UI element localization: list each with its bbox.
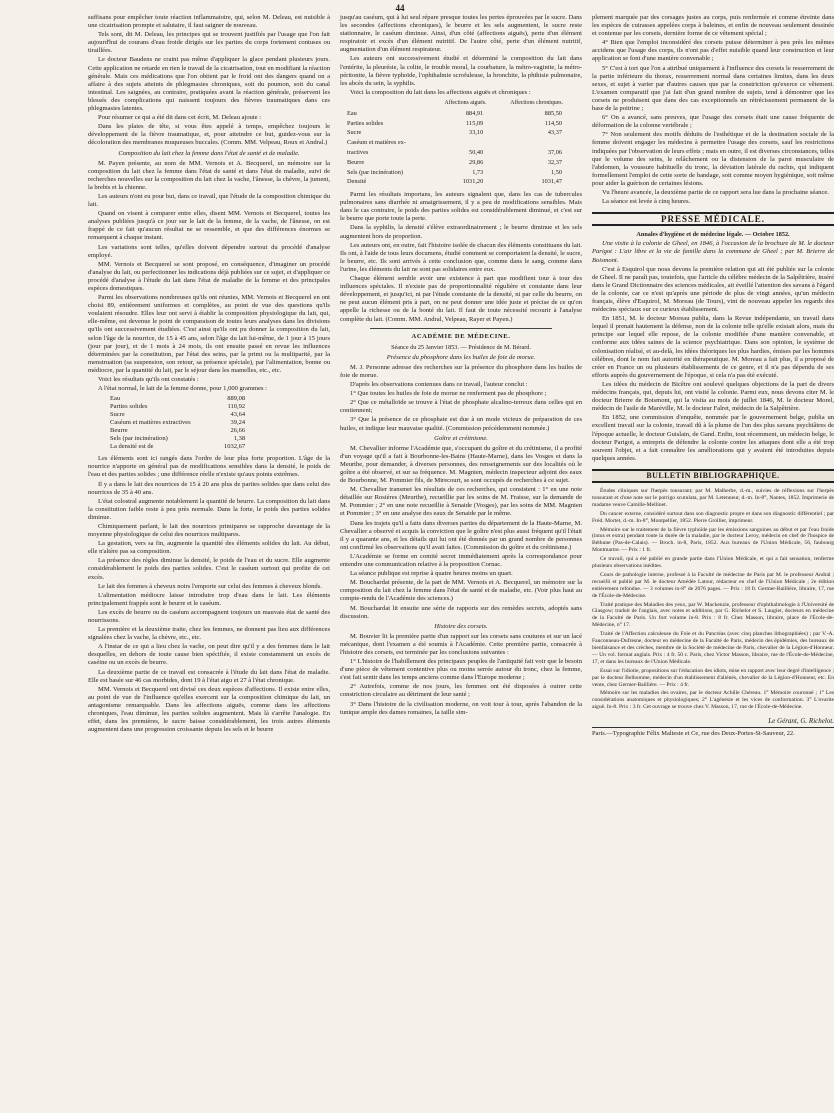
table-cell: 33,10 [469, 129, 484, 137]
paragraph: plement marquée par des corsages justes au corps, puis renfermée et comme étreinte dans les espèces de cuirasses appelées corps à baleines, et enfin de nouveau seulement dessinée et contenue par les corsets, dernière forme de ce vêtement spécial ; [592, 14, 834, 38]
table-row [108, 403, 247, 411]
table-row [108, 395, 247, 403]
column-1 [88, 14, 330, 1106]
table-cell: 29,86 [469, 158, 484, 166]
table-row [108, 411, 247, 419]
table-cell: 889,08 [227, 395, 246, 403]
paragraph: C'est à Esquirol que nous devons la première relation qui ait été publiée sur la colonie de Gheel. Il ne paraît pas, toutefois, que l'article du célèbre médecin de la Salpêtrière, inséré dans le Grand Dictionnaire des sciences médicales, ait éveillé l'attention des savans à l'égard de la colonie, car ce n'est qu'après une période de plus de vingt années, qu'un médecin français, élève d'Esquirol, M. Moreau (de Tours), vint de nouveau appeler les regards des médecins spéciaux sur ce curieux établissement. [592, 265, 834, 314]
paragraph: Dans la syphilis, la densité s'élève extraordinairement ; le beurre diminue et les sels augmentent hors de proportion. [340, 224, 582, 240]
affections-comparison-table [346, 99, 576, 187]
paragraph: Les excès de beurre ou de caséum accompagnent toujours un mauvais état de santé des nourrissons. [88, 608, 330, 624]
paragraph: 4° Bien que l'emploi inconsidéré des corsets puisse déterminer à peu près les mêmes accidens que l'usage des corps, ils n'ont pas d'effet nuisible quand leur construction et leur application se font d'une manière convenable ; [592, 39, 834, 63]
bibliography-entry: Traité de l'Affection calculeuse du Foie et du Pancréas (avec cinq planches lithographiées) ; par V.-A. Fauconneau-Dufresne, docteur en médecine de la Faculté de Paris, médecin des épidémies, des bureaux de bienfaisance et des crèches, membre de la Société de médecine de Paris, chevalier de la Légion-d'Honneur. — Un vol. format anglais. Prix : 4 fr. 50 c. Paris, chez Victor Masson, libraire, rue de l'École-de-Médecine, 17, et dans les bureaux de l'Union Médicale. [592, 631, 834, 665]
paragraph: L'Académie se forme en comité secret immédiatement après la correspondance pour entendre une communication relative à la proposition Cornac. [340, 552, 582, 569]
paragraph: Le lait des femmes à cheveux noirs l'emporte sur celui des femmes à cheveux blonds. [98, 582, 322, 590]
paragraph: La séance publique est reprise à quatre heures moins un quart. [350, 570, 513, 578]
presse-medicale-banner: PRESSE MÉDICALE. [592, 212, 834, 226]
table-cell: 50,40 [469, 148, 484, 156]
paragraph: 6° On a avancé, sans preuves, que l'usage des corsets était une cause fréquente de déformation de la colonne vertébrale ; [592, 114, 834, 130]
paragraph: jusqu'au caséum, qui à lui seul répare presque toutes les pertes éprouvées par le sucre. Dans les secondes (affections chroniques), le beurre et les sels augmentent, le sucre reste stationnaire, le caséum diminue. Ainsi, d'un côté (affections aiguës), perte d'un élément respiratoir et excès d'un élément nutritif. De l'autre côté, perte d'un élément nutritif, augmentation d'un élément respirateur. [340, 14, 582, 54]
bibliography-entry: Cours de pathologie interne, professé à la Faculté de médecine de Paris par M. le professeur Andral ; recueilli et publié par M. le docteur Amédée Latour, rédacteur en chef de l'Union Médicale ; 2e édition entièrement refondue. — 3 volumes in-8° de 2076 pages. — Prix : 18 fr. Germer-Baillière, libraire, 17, rue de l'École-de-Médecine. [592, 571, 834, 599]
paragraph: La présence des règles diminue la densité, le poids de l'eau et du sucre. Elle augmente considérablement le poids des parties solides. C'est le caséum surtout qui profite de cet excès. [88, 557, 330, 581]
annales-title: Annales d'hygiène et de médecine légale. — Octobre 1852. [636, 231, 790, 239]
bibliography-entry: Ce travail, qui a été publié en grande partie dans l'Union Médicale, et qui a fait sensation, renferme plusieurs observations inédites. [592, 556, 834, 570]
table-row [346, 109, 576, 119]
paragraph: suffisans pour empêcher toute réaction inflammatoire, qui, selon M. Deleau, est nuisible à une cicatrisation prompte et salutaire, il faut saigner de nouveau. [88, 14, 330, 30]
table-cell: Sucre [110, 411, 125, 419]
paragraph: 2° Autrefois, comme de nos jours, les femmes ont été disposées à outrer cette constriction circulaire au détriment de leur santé ; [340, 683, 582, 699]
column-3 [592, 14, 834, 1106]
paragraph: L'état colostral augmente notablement la quantité de beurre. La composition du lait dans la constitution faible reste à peu près normale. Dans la forte, le poids des parties solides diminue. [88, 497, 330, 521]
table-cell: Eau [110, 395, 121, 403]
table-cell: Densité [347, 178, 367, 186]
table-cell: 43,64 [230, 411, 246, 419]
table-cell: 115,09 [466, 119, 484, 127]
bibliography-entry: Mémoire sur les maladies des ovaires, par le docteur Achille Chéreau. 1° Mémoire couronné ; 1° Les considérations anatomiques et physiologiques; 2° L'agénésie et les vices de conformation. 3° L'ovarite aiguë. In-8. Prix : 3 fr. Cet ouvrage se trouve chez V. Masson, 17, rue de l'École-de-Médecine. [592, 690, 834, 711]
table-cell: Sels (par incinération) [110, 435, 168, 443]
paragraph: M. Payen présente, au nom de MM. Vernois et A. Becquerel, un mémoire sur la composition du lait chez la femme dans l'état de santé et dans l'état de maladie, suivi de recherches nouvelles sur la composition du lait chez la vache, l'ânesse, la chèvre, la jument, la brebis et la chienne. [88, 159, 330, 191]
table-row [108, 427, 247, 435]
table-row [346, 128, 576, 138]
table-row [346, 138, 576, 148]
table-row [346, 148, 576, 158]
paragraph: 2° Que ce métalloïde se trouve à l'état de phosphate alcalino-terreux dans celles qui en contiennent; [340, 399, 582, 415]
section-divider [370, 328, 552, 329]
table-cell: 884,91 [465, 109, 484, 117]
paragraph: M. Bouchardat lit ensuite une série de rapports sur des remèdes secrets, adoptés sans discussion. [340, 604, 582, 620]
table-cell [497, 138, 576, 148]
table-cell: Parties solides [110, 403, 148, 411]
session-line: Séance du 25 Janvier 1853. — Présidence de M. Bérard. [391, 343, 531, 351]
paragraph: En 1851, M. le docteur Moreau publia, dans la Revue indépendante, un travail dans lequel il prenait hautement la défense, non de la colonie telle qu'elle existait alors, mais du principe sur lequel elle repose, de la colonie modifiée d'une manière convenable, et conforme aux idées saines de la science psychiatrique. Dans son opinion, le système de colonisation réalisé, et au-delà, les idées théoriques les plus hardies, émises par les hommes célèbres, dont le nom fait autorité en thérapeutique. M. Moreau a fait plus, il a proposé de créer en France un ou plusieurs établissements de ce genre, et il n'a pas dépendu de ses efforts auprès du gouvernement de l'époque, si cela n'a pas été exécuté. [592, 315, 834, 379]
paragraph: 1° Que toutes les huiles de foie de morue ne renferment pas de phosphore ; [350, 390, 547, 398]
bibliography-entry: Essai sur l'idiotie, propositions sur l'éducation des idiots, mise en rapport avec leur degré d'intelligence ; par le docteur Belhomme, médecin d'un établissement d'aliénés, chevalier de la Légion-d'Honneur, etc. En vente, chez Germer-Baillière. — Prix : 4 fr. [592, 667, 834, 688]
paragraph: A l'instar de ce qui a lieu chez la vache, on peut dire qu'il y a des femmes dans le lait desquelles, en dehors de toute cause bien spécifiée, il existe constamment un excès de caséine ou un excès de beurre. [88, 643, 330, 667]
table-cell: 1031,47 [541, 178, 562, 186]
paragraph: 3° Dans l'histoire de la civilisation moderne, on voit tour à tour, après l'abandon de la tunique ample des dames romaines, la taille sim- [340, 700, 582, 716]
page-number: 44 [395, 3, 405, 13]
paragraph: La première et la deuxième traite, chez les femmes, ne donnent pas lieu aux différences signalées chez la vache, la chèvre, etc., etc. [88, 626, 330, 642]
paragraph: Les éléments sont ici rangés dans l'ordre de leur plus forte proportion. L'âge de la nourrice n'apporte en général pas de modifications sensibles dans la densité, le poids de l'eau et des parties solides ; une différence réelle n'existe qu'aux points extrêmes. [88, 455, 330, 479]
paragraph: Tels sont, dit M. Deleau, les principes qui se trouvent justifiés par l'usage que l'on fait aujourd'hui de courans d'eau froide dirigés sur les parties du corps fortement contuses ou tiraillées. [88, 31, 330, 55]
paragraph: Vu l'heure avancée, la deuxième partie de ce rapport sera lue dans la prochaine séance. [602, 188, 829, 196]
paragraph: 5° C'est à tort que l'on a attribué uniquement à l'influence des corsets le resserrement de la partie inférieure du thorax, resserrement normal dans certaines limites, dans les deux sexes, et sujet à varier par d'autres causes que par la constriction qu'exerce ce vêtement. L'examen comparatif que j'ai fait d'un grand nombre de sujets, tend à démontrer que les corsets ne produisent que dans des cas exceptionnels un rétrécissement permanent de la base de la poitrine ; [592, 64, 834, 113]
table-row [108, 443, 247, 451]
table-cell: 1031,20 [462, 178, 484, 186]
paragraph: La séance est levée à cinq heures. [602, 198, 691, 206]
table-header-cell [346, 99, 434, 109]
paragraph: 7° Non seulement des motifs déduits de l'esthétique et de la destination sociale de la femme doivent engager les médecins à permettre l'usage des corsets, sauf les restrictions indiquées par l'observation de leurs effets ; mais en outre, il est diverses circonstances, telles que le volume des seins, le relâchement ou la distension de la paroi musculaire de l'abdomen, la voussure habituelle du tronc, la déviation latérale du rachis, qui indiquent formellement l'emploi de cette sorte de bandage, soit comme moyen hygiénique, soit même pour aider la guérison de certaines lésions. [592, 131, 834, 187]
paragraph: Pour résumer ce qui a été dit dans cet écrit, M. Deleau ajoute : [98, 114, 262, 122]
table-header-cell: Affections aiguës. [444, 99, 487, 106]
table-cell: 114,50 [544, 119, 562, 127]
table-cell: 1,50 [550, 168, 562, 176]
table-cell: 1032,67 [224, 443, 246, 451]
milk-composition-table [108, 395, 247, 451]
paragraph: Il y a dans le lait des nourrices de 15 à 20 ans plus de parties solides que dans celui des nourrices de 35 à 40 ans. [88, 480, 330, 496]
article-heading: Goître et crétinisme. [434, 434, 488, 442]
paragraph: D'après les observations contenues dans ce travail, l'auteur conclut : [350, 381, 528, 389]
table-cell: Sucre [347, 129, 362, 137]
article-heading: Composition du lait chez la femme dans l'état de santé et de maladie. [118, 149, 300, 157]
table-row [346, 177, 576, 187]
table-row [346, 158, 576, 168]
paragraph: Dans les plaies de tête, si vous êtes appelé à temps, empêchez toujours le développement de la fièvre traumatique, et, pour atteindre ce but, guidez-vous sur la décoloration des membranes muqueuses buccales. (Comm. MM. Velpeau, Roux et Andral.) [88, 123, 330, 147]
table-cell: 39,24 [230, 419, 246, 427]
table-cell: 43,37 [547, 129, 562, 137]
printer-footer: Paris.—Typographie Félix Malteste et Ce, rue des Deux-Portes-St-Sauveur, 22. [592, 727, 834, 738]
paragraph: M. Bouchardat présente, de la part de MM. Vernois et A. Becquerel, un mémoire sur la composition du lait chez la femme dans l'état de santé et de maladie, etc. (Voir plus haut au compte-rendu de l'Académie des sciences.) [340, 579, 582, 603]
bibliography-entry: Traité pratique des Maladies des yeux, par W. Mackenzie, professeur d'ophthalmologie à l'Université de Glasgow; traduit de l'anglais, avec notes et additions, par G. Richelot et S. Laugier, docteurs en médecine de la Faculté de Paris. Un fort volume in-8. Prix : 8 fr. Chez Masson, libraire, place de l'École-de-Médecine, n° 17. [592, 601, 834, 629]
signature-line: Le Gérant, G. Richelot. [768, 717, 834, 726]
table-row [346, 168, 576, 178]
table-row [108, 435, 247, 443]
paragraph: La gestation, vers sa fin, augmente la quantité des éléments solides du lait. Au début, elle n'altère pas sa composition. [88, 540, 330, 556]
paragraph: M. Chevallier transmet les résultats de ces recherches, qui consistent : 1° en une note détaillée sur Rosières (Meurthe), recueillie par les soins de M. Fraisse, sur la demande de M. Pommier ; 2° en une note recueillie à Senaide (Vosges), par les soins de MM. Magnien et Pommier ; 3° en une analyse des eaux de Senaide par le même. [340, 486, 582, 518]
section-title: ACADÉMIE DE MÉDECINE. [411, 332, 511, 340]
bulletin-banner: BULLETIN BIBLIOGRAPHIQUE. [592, 469, 834, 483]
paragraph: 1° L'histoire de l'habillement des principaux peuples de l'antiquité fait voir que le besoin d'une pièce de vêtement contentive plus ou moins serrée autour du tronc, chez la femme, s'est fait sentir dans les temps anciens comme dans l'Europe moderne ; [340, 658, 582, 682]
table-cell: Eau [347, 109, 357, 117]
bibliography-entry: Mémoire sur le traitement de la fièvre typhoïde par les émissions sanguines au début et par l'eau froide (intus et extra) pendant toute la durée de la maladie, par le docteur Leroy, médecin en chef de l'hospice de Béthune (Pas-de-Calais). — Broch. in-8, Paris, 1852. Aux bureaux de l'Union Médicale, 56, faubourg Montmartre. — Prix : 1 fr. [592, 526, 834, 554]
table-cell: 110,92 [227, 403, 246, 411]
paragraph: Les auteurs ont successivement étudié et déterminé la composition du lait dans l'entérite, la pleurésie, la colite, le trouble moral, la courbature, la métro-vaginite, la métro-péritonite, la fièvre typhoïde, l'ophthalmie scrofuleuse, la bronchite, la phthisie pulmonaire, les abcès du sein, la syphilis. [340, 55, 582, 87]
article-heading: Histoire des corsets. [434, 622, 488, 630]
table-row [108, 419, 247, 427]
paragraph: Parmi les résultats importans, les auteurs signalent que, dans les cas de tubercules pulmonaires sans diarrhée ni amaigrissement, il y a peu de modifications sensibles. Mais dans le cas contraire, le poids des parties solides est considérablement diminué, et c'est sur le beurre que porte toute la perte. [340, 191, 582, 223]
paragraph: M. Chevallier informe l'Académie que, s'occupant du goître et du crétinisme, il a profité d'un voyage qu'il a fait à Bourbonne-les-Bains (Haute-Marne), dans les Vosges et dans la Meurthe, pour demander, à diverses personnes, des renseignements sur des localités où le goître a été observé, et sur sa fréquence. M. Magnien, médecin inspecteur adjoint des eaux de Bourbonne, M. Pommier fils, de Mirecourt, se sont occupés de recherches à ce sujet. [340, 444, 582, 485]
table-header-row [346, 99, 576, 109]
paragraph: 3° Que la présence de ce phosphate est due à un mode vicieux de préparation de ces huiles, et indique leur mauvaise qualité. (Commission précédemment nommée.) [340, 416, 582, 432]
paragraph: Chaque élément semble avoir une existence à part que modifient tour à tour des influences spéciales. Il n'existe pas de proportionnalité régulière et constante dans leur développement, et jusqu'ici, ni par l'étude constante de la densité, ni par celle du beurre, on ne peut aucun élément pris à part, on ne peut donner une idée juste et précise de ce qu'on appelle la richesse ou de la bonté du lait. Il faut de toute nécessité recourir à l'analyse complète du lait. (Comm. MM. Andral, Velpeau, Rayer et Payen.) [340, 275, 582, 323]
table-cell: 885,50 [544, 109, 562, 117]
article-heading: Présence du phosphore dans les huiles de foie de morue. [386, 353, 536, 361]
bibliography-entry: Du cancer externe, considéré surtout dans son diagnostic propre et dans son diagnostic différentiel ; par Fréd. Mortet, d.-m. In-8°, Montpellier, 1852. Pierre Grollier, imprimeur. [592, 510, 834, 524]
paragraph: Les auteurs ont, en outre, fait l'histoire isolée de chacun des éléments constituans du lait. Ils ont, à l'aide de tous leurs documens, étudié comment se comportaient la densité, le sucre, le beurre, etc. Ils sont arrivés à cette conclusion que, comme dans le sang, comme dans l'urine, les éléments du lait ne sont pas solidaires entre eux. [340, 241, 582, 273]
paragraph: M. J. Personne adresse des recherches sur la présence du phosphore dans les huiles de foie de morue. [340, 363, 582, 379]
paragraph: Les auteurs n'ont eu pour but, dans ce travail, que l'étude de la composition chimique du lait. [88, 192, 330, 209]
table-cell: 32,37 [547, 158, 562, 166]
bibliography-entry: Études cliniques sur l'herpès tonsurant; par M. Malherbe, d.-m., suivies de réflexions sur l'herpès tonsurant et d'une note sur le porrigo scutulata, par M. Letenneur, d.-m. In-8°, Nantes, 1852. Imprimerie de madame veuve Camille-Mellinet. [592, 487, 834, 508]
paragraph: Quand on visent à comparer entre elles, disent MM. Vernois et Becquerel, toutes les analyses publiées jusqu'à ce jour sur le lait de la femme, de la vache, de l'ânesse, on est frappé de ce fait qu'aucun résultat ne se ressemble, et que des différences énormes se remarquent à chaque instant. [88, 210, 330, 242]
table-cell: Sels (par incinération) [347, 168, 403, 176]
paragraph: Voici les résultats qu'ils ont constatés : [98, 376, 199, 384]
table-row [346, 119, 576, 129]
table-cell: 37,06 [547, 148, 562, 156]
column-2 [340, 14, 582, 1106]
paragraph: M. Bouvier lit la première partie d'un rapport sur les corsets sans coutures et sur un lacé mécanique, dont l'examen a été soumis à l'Académie. Cette première partie, consacrée à l'histoire des corsets, est terminée par les conclusions suivantes : [340, 632, 582, 656]
table-cell: Caséum et matières extractives [110, 419, 191, 427]
paragraph: MM. Vernois et Becquerel se sont proposé, en conséquence, d'imaginer un procédé d'analyse du lait, ou perfectionner les indications déjà publiées sur ce sujet, et d'appliquer ce procédé d'analyse à l'étude du lait dans l'état de maladie de la femme et des principales espèces domestiques. [88, 260, 330, 292]
table-cell: La densité est de [110, 443, 154, 451]
table-cell: 1,73 [472, 168, 484, 176]
table-cell: Beurre [110, 427, 128, 435]
table-cell: 1,38 [233, 435, 246, 443]
paragraph: Dans les trajets qu'il a faits dans diverses parties du département de la Haute-Marne, M. Chevallier a observé et acquis la conviction que le goître n'est plus aussi fréquent qu'il l'était il y a quarante ans, et les détails qui lui ont été donnés par un grand nombre de personnes ont confirmé les observations qu'il avait faites. (Commission du goître et du crétinisme.) [340, 519, 582, 551]
table-cell: Beurre [347, 158, 365, 166]
paragraph: L'alimentation médiocre laisse introduire trop d'eau dans le lait. Les éléments principalement frappés sont le beurre et le caséum. [88, 591, 330, 607]
paragraph: A l'état normal, le lait de la femme donne, pour 1,000 grammes : [98, 385, 267, 393]
paragraph: Voici la composition du lait dans les affections aiguës et chroniques : [350, 88, 531, 96]
table-cell: tractives [347, 148, 369, 156]
table-cell: Parties solides [347, 119, 384, 127]
table-cell: Caséum et matières ex- [347, 139, 406, 147]
paragraph: Le docteur Baudens ne craint pas même d'appliquer la glace pendant plusieurs jours. Cette application ne retarde en rien le travail de la cicatrisation, tout en modifiant la réaction générale. Mais ces médications que l'on obtient par le froid ont des dangers quand on a affaire à des sujets atteints de phlegmasies chroniques, soit du poumon, soit du canal intestinal. Les saignées, au contraire, pratiquées avant la réaction générale, préservent les blessés des complications qui naissent toujours des fièvres traumatiques dans ces phlegmasies latentes. [88, 56, 330, 113]
paragraph: En 1852, une commission d'enquête, nommée par le gouvernement belge, publia un excellent travail sur la colonie, travail dû à la plume de l'un des plus savans psychiâtres de l'époque actuelle, le docteur Guislain, de Gand. Enfin, tout récemment, un médecin belge, le docteur Parigot, a entrepris de défendre la colonie contre les attaques dont elle a été trop souvent l'objet, et a fait connaître les améliorations qui y avaient été introduites depuis quelques années. [592, 414, 834, 462]
table-cell: 26,66 [230, 427, 246, 435]
paragraph: Chimiquement parlant, le lait des nourrices primipares se rapproche davantage de la moyenne physiologique de celui des nourrices multipares. [88, 522, 330, 539]
table-header-cell: Affections chroniques. [510, 99, 563, 106]
paragraph: MM. Vernois et Becquerel ont divisé ces deux espèces d'affections. Il existe entre elles, au point de vue de l'influence qu'elles exercent sur la composition chimique du lait, un antagonisme remarquable. Dans les affections aiguës, comme dans les affections chroniques, l'eau diminue, les parties solides augmentent. Mais là s'arrête l'analogie. En effet, dans les premières, le sucre baisse considérablement, les trois autres éléments augmentent dans une progression croissante depuis les sels et le beurre [88, 685, 330, 734]
paragraph: Les idées du médecin de Bicêtre ont soulevé quelques objections de la part de divers médecins français, qui, depuis lui, ont visité la colonie. Parmi eux, nous devons citer M. le docteur Brierre de Boismont, qui la visita au mois de juillet 1846, M. le docteur Morel, médecin de l'asile de Maréville, M. le docteur Falret, médecin de la Salpêtrière. [592, 380, 834, 413]
annales-subtitle: Une visite à la colonie de Gheel, en 1846, à l'occasion de la brochure de M. le docteur Parigot : L'air libre et la vie de famille dans la commune de Gheel ; par M. Brierre de Boismont. [592, 240, 834, 264]
paragraph: Les variations sont telles, qu'elles doivent dépendre surtout du procédé d'analyse employé. [88, 243, 330, 259]
paragraph: La deuxième partie de ce travail est consacrée à l'étude du lait dans l'état de maladie. Elle est basée sur 46 cas morbides, dont 19 à l'état aigu et 27 à l'état chronique. [88, 668, 330, 684]
table-cell [434, 138, 497, 148]
paragraph: Parmi les observations nombreuses qu'ils ont réunies, MM. Vernois et Becquerel en ont choisi 89, entièrement uniformes et complètes, au point de vue des questions qu'ils voulaient résoudre. Elles leur ont servi à établir la composition physiologique du lait, qui, elle-même, est devenue le point de comparaison de toutes leurs analyses dans les divisions qu'ils ont successivement étudiées. C'est ainsi qu'ils ont pu donner la composition du lait, selon l'âge de la nourrice, de 15 à 45 ans, selon l'âge du lait lui-même, de 1 jour à 15 jours (jour par jour), et de 1 mois à 24 mois, ils ont ensuite passé en revue les influences déterminées par la constitution, par l'état des seins, par la primi ou la multiparité, par la menstruation (sa suspension, son retour, sa présence spéciale), par l'alimentation, bonne ou médiocre, par la quantité du lait, par le séjour dans les mamelles, etc., etc. [88, 294, 330, 374]
